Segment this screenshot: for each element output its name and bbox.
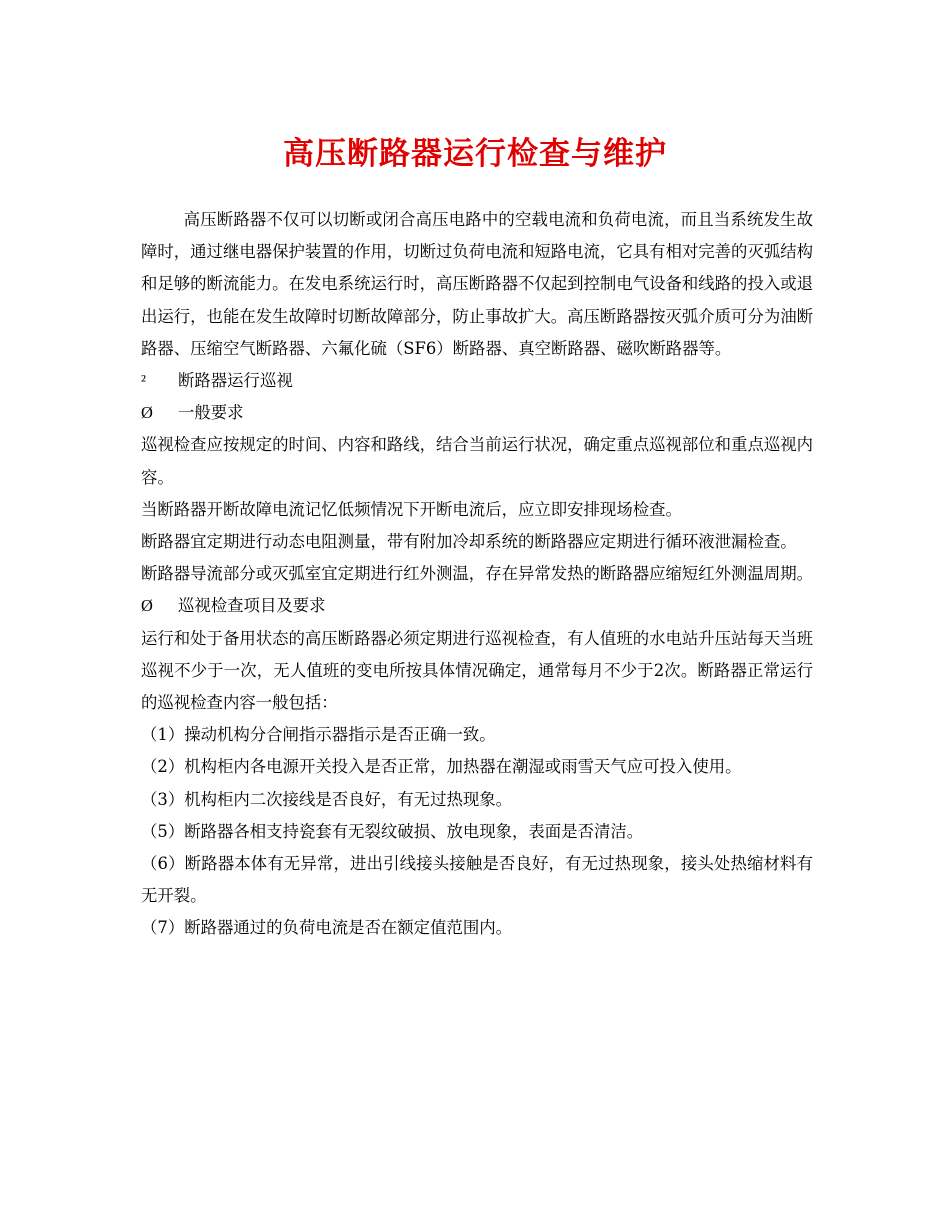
general-paragraph: 当断路器开断故障电流记忆低频情况下开断电流后，应立即安排现场检查。 bbox=[141, 499, 682, 519]
general-paragraph: 断路器导流部分或灭弧室宜定期进行红外测温，存在异常发热的断路器应缩短红外测温周期。 bbox=[141, 564, 814, 584]
inspection-item: （6）断路器本体有无异常，进出引线接头接触是否良好，有无过热现象，接头处热缩材料有无开裂。 bbox=[141, 854, 813, 906]
section-heading-text: 断路器运行巡视 bbox=[178, 371, 293, 391]
general-paragraph: 断路器宜定期进行动态电阻测量，带有附加冷却系统的断路器应定期进行循环液泄漏检查。 bbox=[141, 532, 797, 552]
arrow-bullet-icon: Ø bbox=[141, 403, 153, 423]
inspection-intro-paragraph: 运行和处于备用状态的高压断路器必须定期进行巡视检查，有人值班的水电站升压站每天当班巡视不少于一次，无人值班的变电所按具体情况确定，通常每月不少于2次。断路器正常运行的巡视检查内容一般包括： bbox=[141, 628, 814, 713]
bullet-icon: ² bbox=[141, 371, 146, 391]
section-heading bbox=[141, 365, 813, 397]
inspection-item: （1）操动机构分合闸指示器指示是否正确一致。 bbox=[141, 725, 496, 745]
document-title: 高压断路器运行检查与维护 bbox=[283, 136, 667, 172]
inspection-item: （3）机构柜内二次接线是否良好，有无过热现象。 bbox=[141, 789, 513, 809]
document-body bbox=[141, 204, 813, 945]
general-paragraph: 巡视检查应按规定的时间、内容和路线，结合当前运行状况，确定重点巡视部位和重点巡视内容。 bbox=[141, 435, 814, 487]
inspection-item: （5）断路器各相支持瓷套有无裂纹破损、放电现象，表面是否清洁。 bbox=[141, 821, 644, 841]
subsection-heading bbox=[141, 590, 813, 622]
intro-paragraph: 高压断路器不仅可以切断或闭合高压电路中的空载电流和负荷电流，而且当系统发生故障时，通过继电器保护装置的作用，切断过负荷电流和短路电流，它具有相对完善的灭弧结构和足够的断流能力。在发电系统运行时，高压断路器不仅起到控制电气设备和线路的投入或退出运行，也能在发生故障时切断故障部分，防止事故扩大。高压断路器按灭弧介质可分为油断路器、压缩空气断路器、六氟化硫（SF6）断路器、真空断路器、磁吹断路器等。 bbox=[141, 210, 814, 358]
inspection-item: （2）机构柜内各电源开关投入是否正常，加热器在潮湿或雨雪天气应可投入使用。 bbox=[141, 757, 742, 777]
arrow-bullet-icon: Ø bbox=[141, 596, 153, 616]
inspection-item: （7）断路器通过的负荷电流是否在额定值范围内。 bbox=[141, 918, 513, 938]
subsection-heading-text: 一般要求 bbox=[178, 403, 244, 423]
subsection-heading bbox=[141, 397, 813, 429]
subsection-heading-text: 巡视检查项目及要求 bbox=[178, 596, 326, 616]
